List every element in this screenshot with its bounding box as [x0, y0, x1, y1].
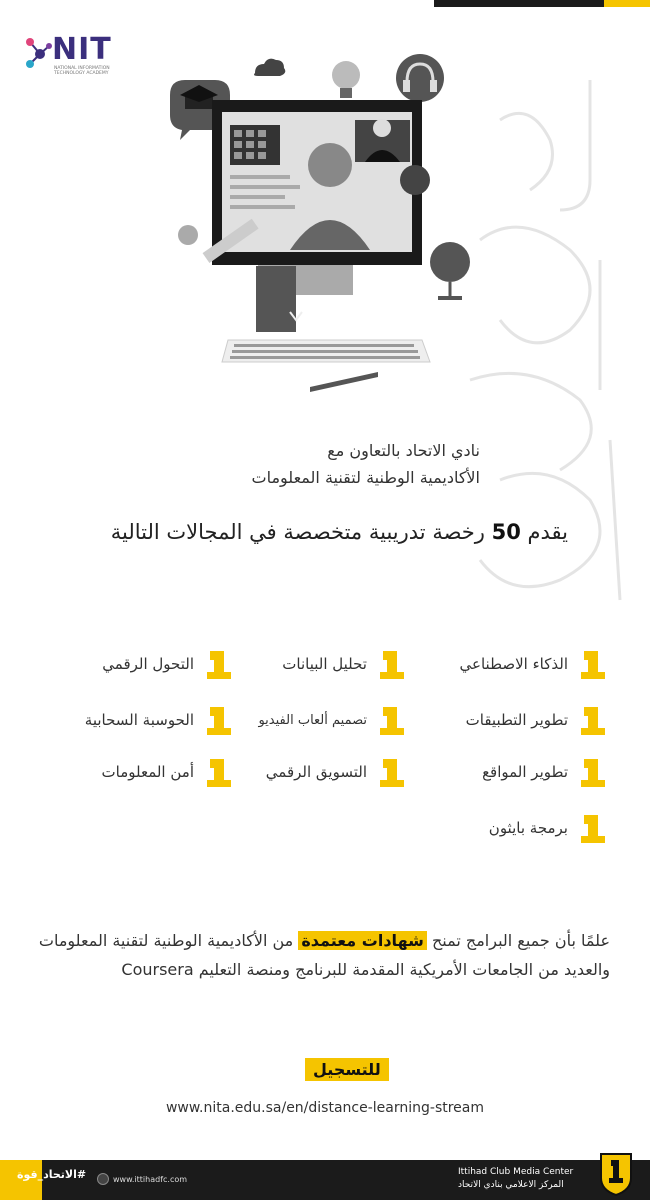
headline [111, 520, 568, 544]
field-label: تصميم ألعاب الفيديو [258, 712, 367, 728]
note-part-1: علمًا بأن جميع البرامج تمنح [426, 931, 610, 950]
number-one-badge-icon [578, 756, 608, 788]
field-item [282, 648, 407, 680]
number-one-badge-icon [204, 756, 234, 788]
headline-after: رخصة تدريبية متخصصة في المجالات التالية [110, 520, 492, 544]
intro-line-2: الأكاديمية الوطنية لتقنية المعلومات [251, 468, 480, 487]
field-item [482, 756, 608, 788]
note-highlight: شهادات معتمدة [298, 931, 427, 950]
media-center [458, 1166, 573, 1192]
intro-line-1: نادي الاتحاد بالتعاون مع [327, 441, 480, 460]
number-one-badge-icon [377, 704, 407, 736]
field-item [266, 756, 407, 788]
intro-text [252, 437, 481, 491]
media-center-en: Ittihad Club Media Center [458, 1167, 574, 1177]
field-label: تطوير المواقع [482, 763, 568, 781]
field-item [466, 704, 608, 736]
number-one-badge-icon [578, 704, 608, 736]
number-one-badge-icon [578, 648, 608, 680]
nit-molecule-icon [22, 30, 52, 75]
field-label: تحليل البيانات [282, 655, 367, 673]
register-label[interactable]: للتسجيل [305, 1058, 389, 1081]
field-label: الذكاء الاصطناعي [459, 655, 568, 673]
footer-website[interactable] [97, 1173, 187, 1185]
footer [0, 1160, 650, 1200]
nit-logo-text: NIT [52, 32, 112, 67]
number-one-badge-icon [204, 648, 234, 680]
number-one-badge-icon [377, 648, 407, 680]
field-item [102, 756, 234, 788]
nit-logo [22, 30, 122, 80]
number-one-badge-icon [578, 812, 608, 844]
field-label: الحوسبة السحابية [84, 711, 194, 729]
headline-before: يقدم [520, 520, 568, 544]
top-accent-yellow [604, 0, 650, 7]
globe-icon [97, 1173, 109, 1185]
number-one-badge-icon [204, 704, 234, 736]
field-label: التحول الرقمي [102, 655, 194, 673]
e-learning-illustration [150, 40, 510, 400]
field-label: تطوير التطبيقات [465, 711, 568, 729]
field-item [85, 704, 234, 736]
nit-logo-subtitle: NATIONAL INFORMATION TECHNOLOGY ACADEMY [54, 66, 110, 76]
ittihad-club-logo-icon [597, 1152, 635, 1196]
field-label: أمن المعلومات [101, 763, 194, 781]
field-item [489, 812, 608, 844]
media-center-ar: المركز الاعلامي بنادي الاتحاد [458, 1180, 564, 1190]
field-label: برمجة بايثون [488, 819, 568, 837]
field-label: التسويق الرقمي [265, 763, 367, 781]
footer-hashtag: #الاتحاد_قوة [17, 1168, 87, 1181]
note-part-2: من الأكاديمية الوطنية لتقنية المعلومات والعديد من الجامعات الأمريكية المقدمة للبرنامج ومنصة التعليم Coursera [38, 931, 610, 979]
field-item [102, 648, 234, 680]
field-item [258, 704, 407, 736]
field-item [460, 648, 608, 680]
footer-website-text: www.ittihadfc.com [113, 1174, 188, 1184]
number-one-badge-icon [377, 756, 407, 788]
registration-url[interactable]: www.nita.edu.sa/en/distance-learning-stream [165, 1100, 484, 1116]
certificates-note [30, 926, 610, 984]
headline-number: 50 [491, 520, 521, 544]
